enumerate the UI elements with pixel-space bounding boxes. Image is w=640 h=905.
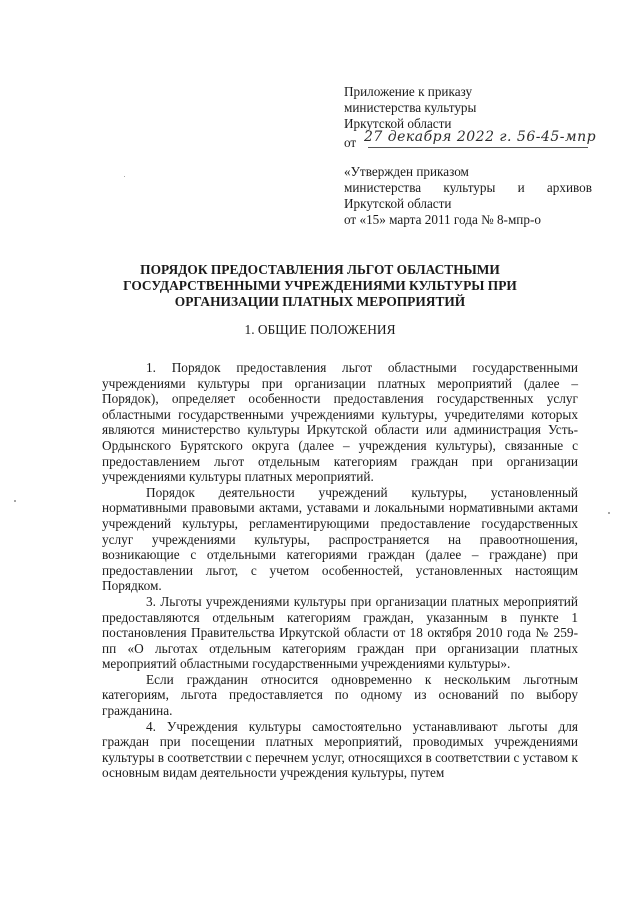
paragraph: 4. Учреждения культуры самостоятельно устанавливают льготы для граждан при посещении платных мероприятий, проводимых учреждениями культуры в соответствии с перечнем услуг, относящихся в соответствии с уставом к основным видам деятельности учреждения культуры, путем bbox=[102, 718, 578, 781]
scan-speck bbox=[124, 176, 125, 177]
approved-line: от «15» марта 2011 года № 8-мпр-о bbox=[344, 212, 541, 227]
approved-line: Иркутской области bbox=[344, 196, 452, 211]
paragraph: 1. Порядок предоставления льгот областными государственными учреждениями культуры при организации платных мероприятий (далее – Порядок), определяет особенности предоставления государственных услуг областными государственными учреждениями культуры, учредителями которых являются министерство культуры Иркутской области или администрация Усть-Ордынского Бурятского округа (далее – учреждения культуры), связанные с предоставлением льгот отдельным категориям граждан при организации учреждениями культуры платных мероприятий. bbox=[102, 360, 578, 485]
document-title: ПОРЯДОК ПРЕДОСТАВЛЕНИЯ ЛЬГОТ ОБЛАСТНЫМИ ГОСУДАРСТВЕННЫМИ УЧРЕЖДЕНИЯМИ КУЛЬТУРЫ ПРИ ОРГАНИЗАЦИИ ПЛАТНЫХ МЕРОПРИЯТИЙ bbox=[123, 262, 517, 309]
appendix-date-line bbox=[344, 129, 597, 151]
document-body bbox=[102, 360, 578, 781]
approved-block bbox=[344, 164, 592, 228]
approved-line: министерства культуры и архивов bbox=[344, 180, 592, 195]
appendix-ot-label: от bbox=[344, 135, 357, 150]
signature-underline bbox=[368, 147, 588, 148]
paragraph: Если гражданин относится одновременно к нескольким льготным категориям, льгота предоставляется по одному из оснований по выбору гражданина. bbox=[102, 671, 578, 719]
appendix-line: Иркутской области bbox=[344, 116, 452, 131]
section-heading: 1. ОБЩИЕ ПОЛОЖЕНИЯ bbox=[244, 322, 396, 337]
approved-line: «Утвержден приказом bbox=[344, 164, 469, 179]
appendix-line: Приложение к приказу bbox=[344, 84, 473, 99]
paragraph: 3. Льготы учреждениями культуры при организации платных мероприятий предоставляются отдельным категориям граждан, указанным в пункте 1 постановления Правительства Иркутской области от 18 октября 2010 года № 259-пп «О льготах отдельным категориям граждан при организации платных мероприятий областными государственными учреждениями культуры». bbox=[102, 593, 578, 672]
handwritten-date-signature: 27 декабря 2022 г. 56-45-мпр bbox=[364, 129, 597, 145]
appendix-line: министерства культуры bbox=[344, 100, 477, 115]
paragraph: Порядок деятельности учреждений культуры, установленный нормативными правовыми актами, уставами и локальными нормативными актами учреждений культуры, регламентирующими предоставление государственных услуг учреждениями культуры, распространяется на правоотношения, возникающие с отдельными категориями граждан (далее – граждане) при предоставлении льгот, с учетом особенностей, установленных настоящим Порядком. bbox=[102, 484, 578, 594]
appendix-block bbox=[344, 84, 597, 151]
scan-speck bbox=[14, 500, 16, 502]
scan-speck bbox=[608, 512, 610, 514]
